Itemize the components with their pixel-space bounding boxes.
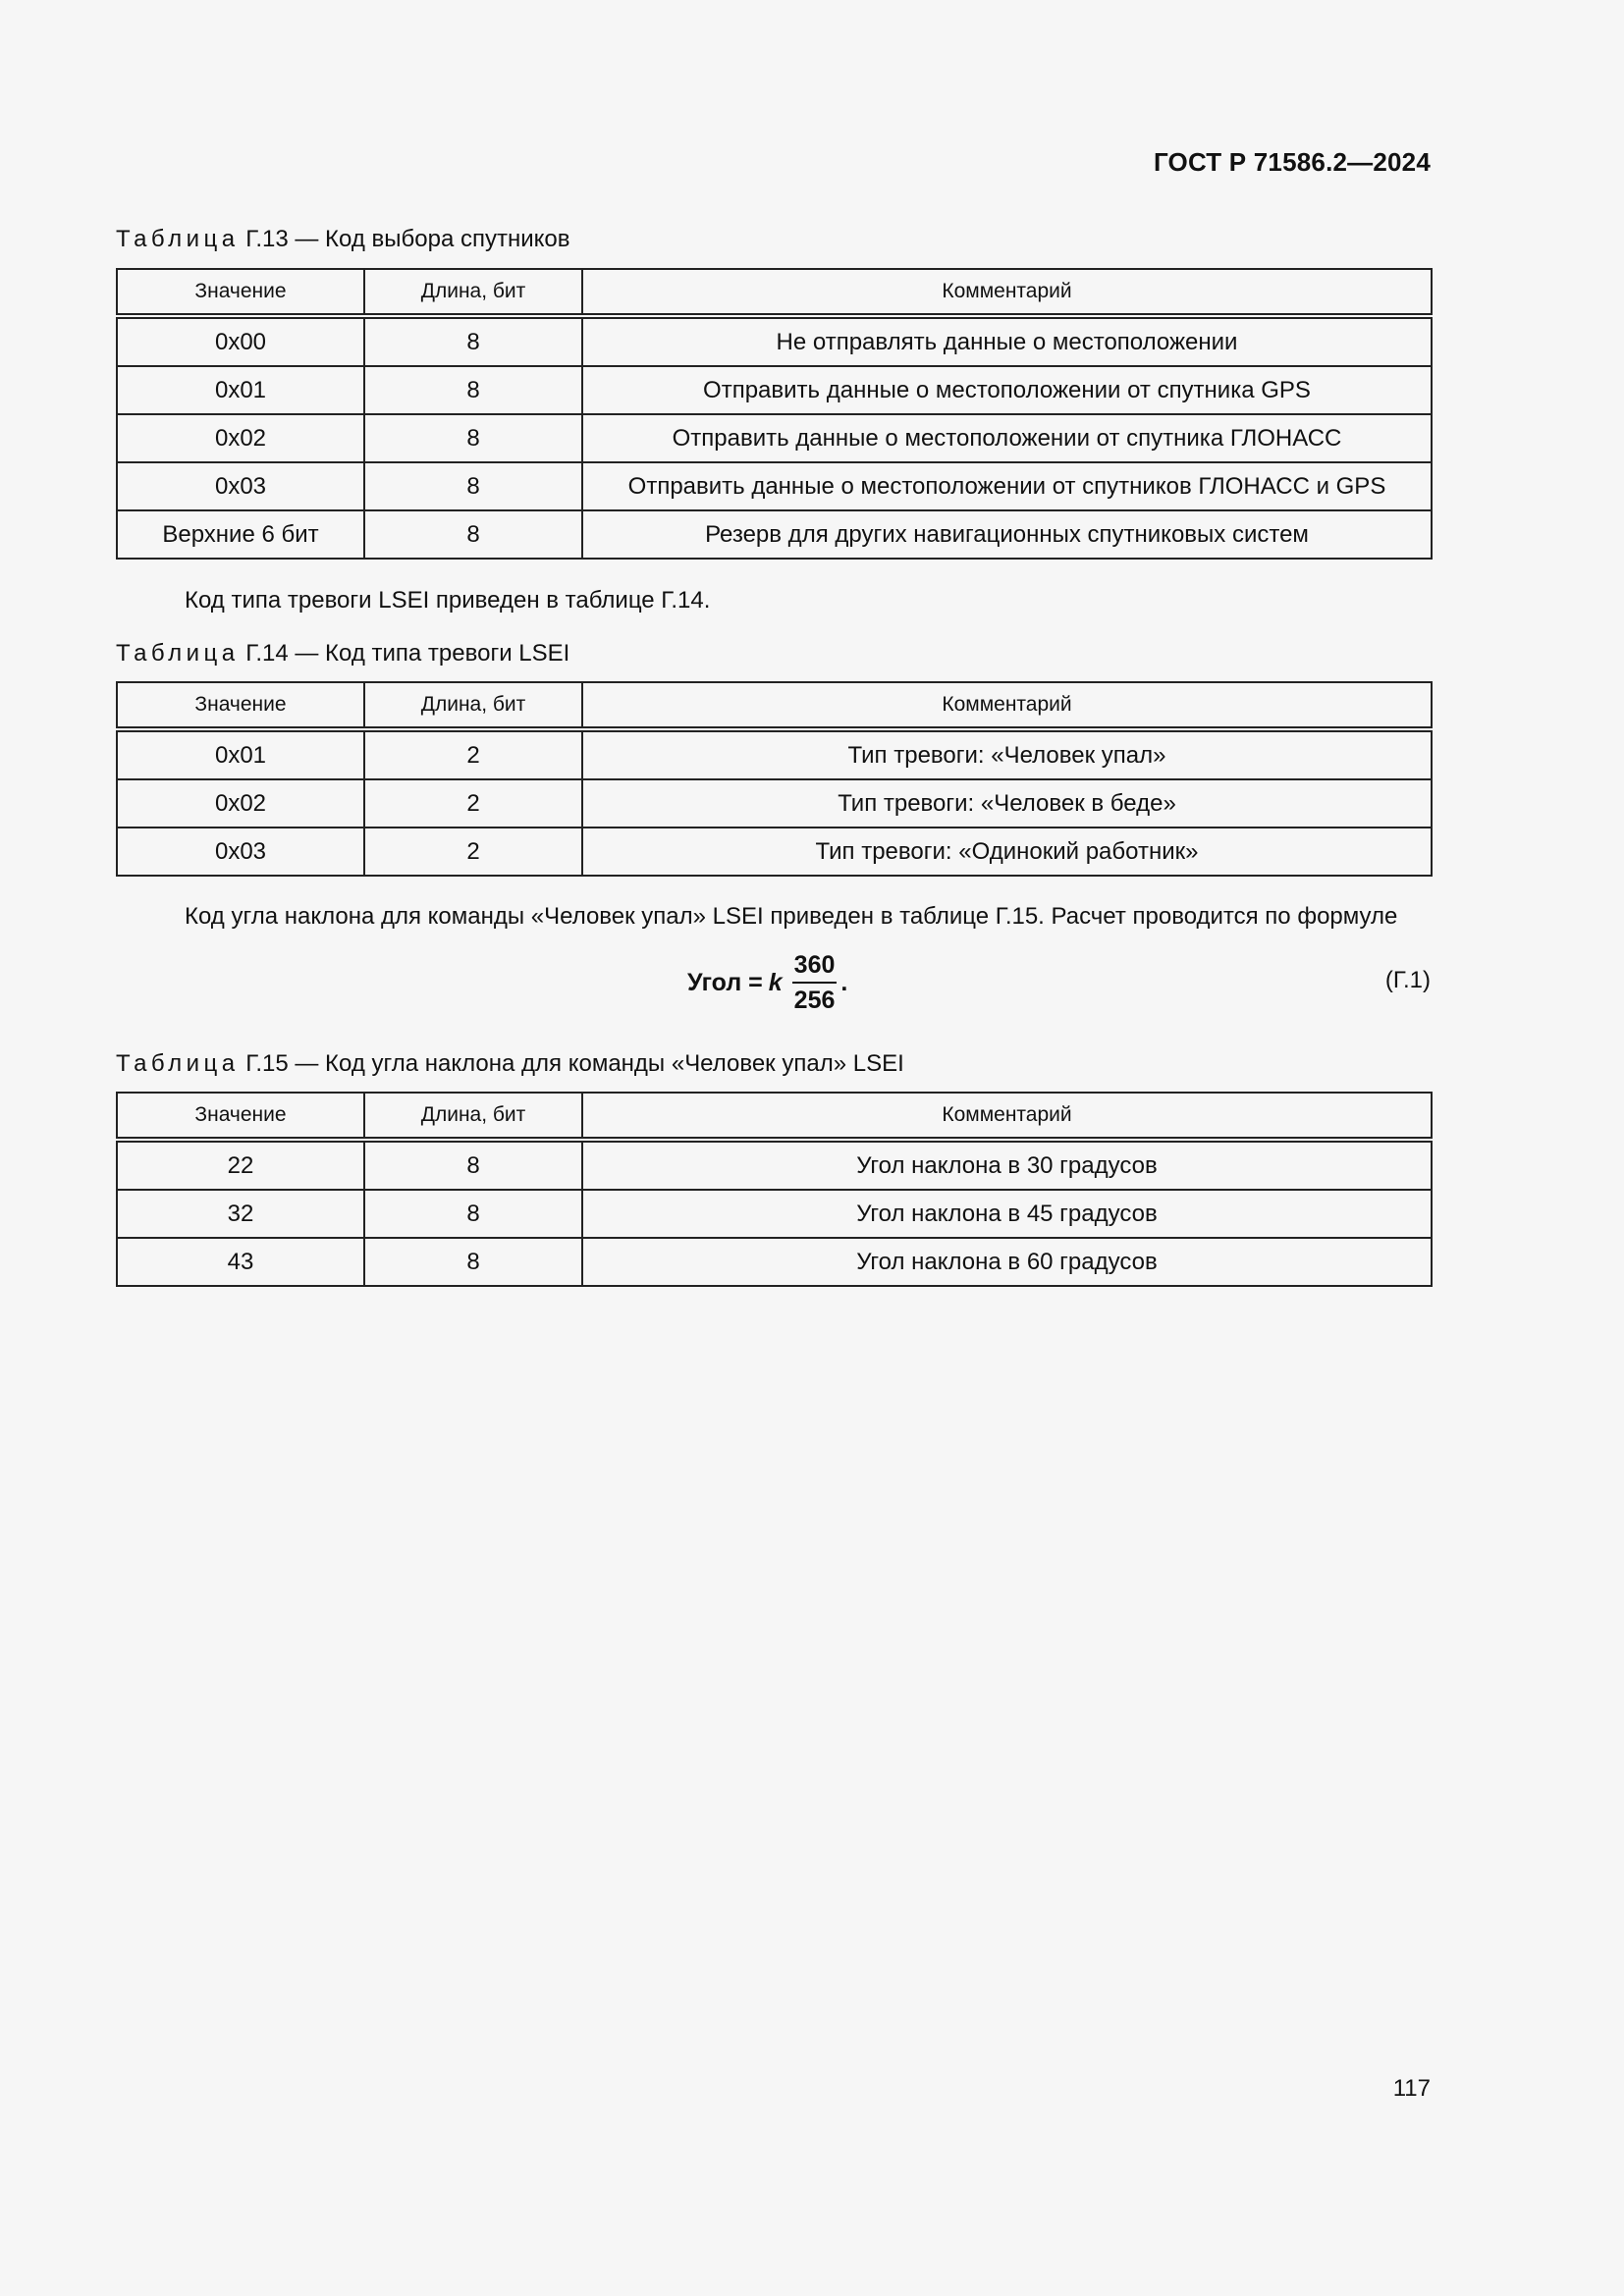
cell-comment: Тип тревоги: «Человек упал» (582, 729, 1432, 779)
formula-denominator: 256 (793, 987, 836, 1014)
table-header-row (117, 682, 1432, 729)
table-13-caption (116, 226, 570, 253)
table-row (117, 414, 1432, 462)
cell-comment: Угол наклона в 45 градусов (582, 1190, 1432, 1238)
cell-value: 0x03 (117, 462, 364, 510)
cell-comment: Отправить данные о местоположении от спутника ГЛОНАСС (582, 414, 1432, 462)
table-header-row (117, 1093, 1432, 1140)
table-14-caption (116, 640, 569, 667)
formula-fraction (792, 950, 838, 1015)
table-15 (116, 1092, 1433, 1287)
formula (687, 950, 847, 1015)
table-15-caption-text: Г.15 — Код угла наклона для команды «Человек упал» LSEI (245, 1050, 904, 1077)
page-number: 117 (1392, 2075, 1431, 2102)
column-header-comment: Комментарий (582, 1093, 1432, 1140)
column-header-length: Длина, бит (364, 1093, 582, 1140)
equation-number: (Г.1) (1384, 967, 1431, 993)
column-header-length: Длина, бит (364, 269, 582, 316)
column-header-comment: Комментарий (582, 269, 1432, 316)
cell-value: 32 (117, 1190, 364, 1238)
table-14 (116, 681, 1433, 877)
table-13-caption-text: Г.13 — Код выбора спутников (245, 226, 570, 252)
column-header-length: Длина, бит (364, 682, 582, 729)
column-header-value: Значение (117, 682, 364, 729)
table-row (117, 1190, 1432, 1238)
column-header-value: Значение (117, 1093, 364, 1140)
formula-k: k (768, 968, 783, 996)
column-header-comment: Комментарий (582, 682, 1432, 729)
cell-comment: Не отправлять данные о местоположении (582, 316, 1432, 366)
table-14-caption-prefix: Таблица (116, 640, 240, 667)
table-13 (116, 268, 1433, 560)
cell-value: 0x03 (117, 828, 364, 876)
paragraph-table-14-reference: Код типа тревоги LSEI приведен в таблице Г.14. (185, 587, 711, 614)
cell-length: 2 (364, 729, 582, 779)
cell-length: 8 (364, 1190, 582, 1238)
cell-comment: Отправить данные о местоположении от спутников ГЛОНАСС и GPS (582, 462, 1432, 510)
table-row (117, 510, 1432, 559)
cell-value: 22 (117, 1140, 364, 1190)
cell-comment: Резерв для других навигационных спутниковых систем (582, 510, 1432, 559)
cell-length: 8 (364, 510, 582, 559)
cell-value: 0x00 (117, 316, 364, 366)
cell-comment: Угол наклона в 60 градусов (582, 1238, 1432, 1286)
cell-length: 2 (364, 779, 582, 828)
table-row (117, 366, 1432, 414)
table-row (117, 828, 1432, 876)
table-row (117, 779, 1432, 828)
cell-value: 0x01 (117, 729, 364, 779)
cell-value: 43 (117, 1238, 364, 1286)
cell-comment: Тип тревоги: «Человек в беде» (582, 779, 1432, 828)
cell-length: 8 (364, 1238, 582, 1286)
cell-length: 8 (364, 1140, 582, 1190)
column-header-value: Значение (117, 269, 364, 316)
table-15-caption-prefix: Таблица (116, 1050, 240, 1077)
table-header-row (117, 269, 1432, 316)
table-row (117, 462, 1432, 510)
formula-numerator: 360 (792, 950, 838, 984)
document-header: ГОСТ Р 71586.2—2024 (1153, 147, 1431, 177)
paragraph-formula-intro: Код угла наклона для команды «Человек упал» LSEI приведен в таблице Г.15. Расчет проводится по формуле (185, 903, 1398, 930)
table-row (117, 1140, 1432, 1190)
cell-length: 8 (364, 366, 582, 414)
cell-length: 8 (364, 414, 582, 462)
table-row (117, 316, 1432, 366)
cell-value: 0x01 (117, 366, 364, 414)
table-15-caption (116, 1050, 904, 1078)
cell-length: 8 (364, 316, 582, 366)
cell-length: 2 (364, 828, 582, 876)
cell-comment: Отправить данные о местоположении от спутника GPS (582, 366, 1432, 414)
cell-value: 0x02 (117, 414, 364, 462)
table-13-caption-prefix: Таблица (116, 226, 240, 252)
cell-comment: Угол наклона в 30 градусов (582, 1140, 1432, 1190)
table-row (117, 729, 1432, 779)
formula-end: . (840, 968, 848, 996)
cell-value: Верхние 6 бит (117, 510, 364, 559)
table-row (117, 1238, 1432, 1286)
cell-comment: Тип тревоги: «Одинокий работник» (582, 828, 1432, 876)
cell-value: 0x02 (117, 779, 364, 828)
table-14-caption-text: Г.14 — Код типа тревоги LSEI (245, 640, 570, 667)
cell-length: 8 (364, 462, 582, 510)
formula-lhs: Угол = (687, 968, 763, 996)
